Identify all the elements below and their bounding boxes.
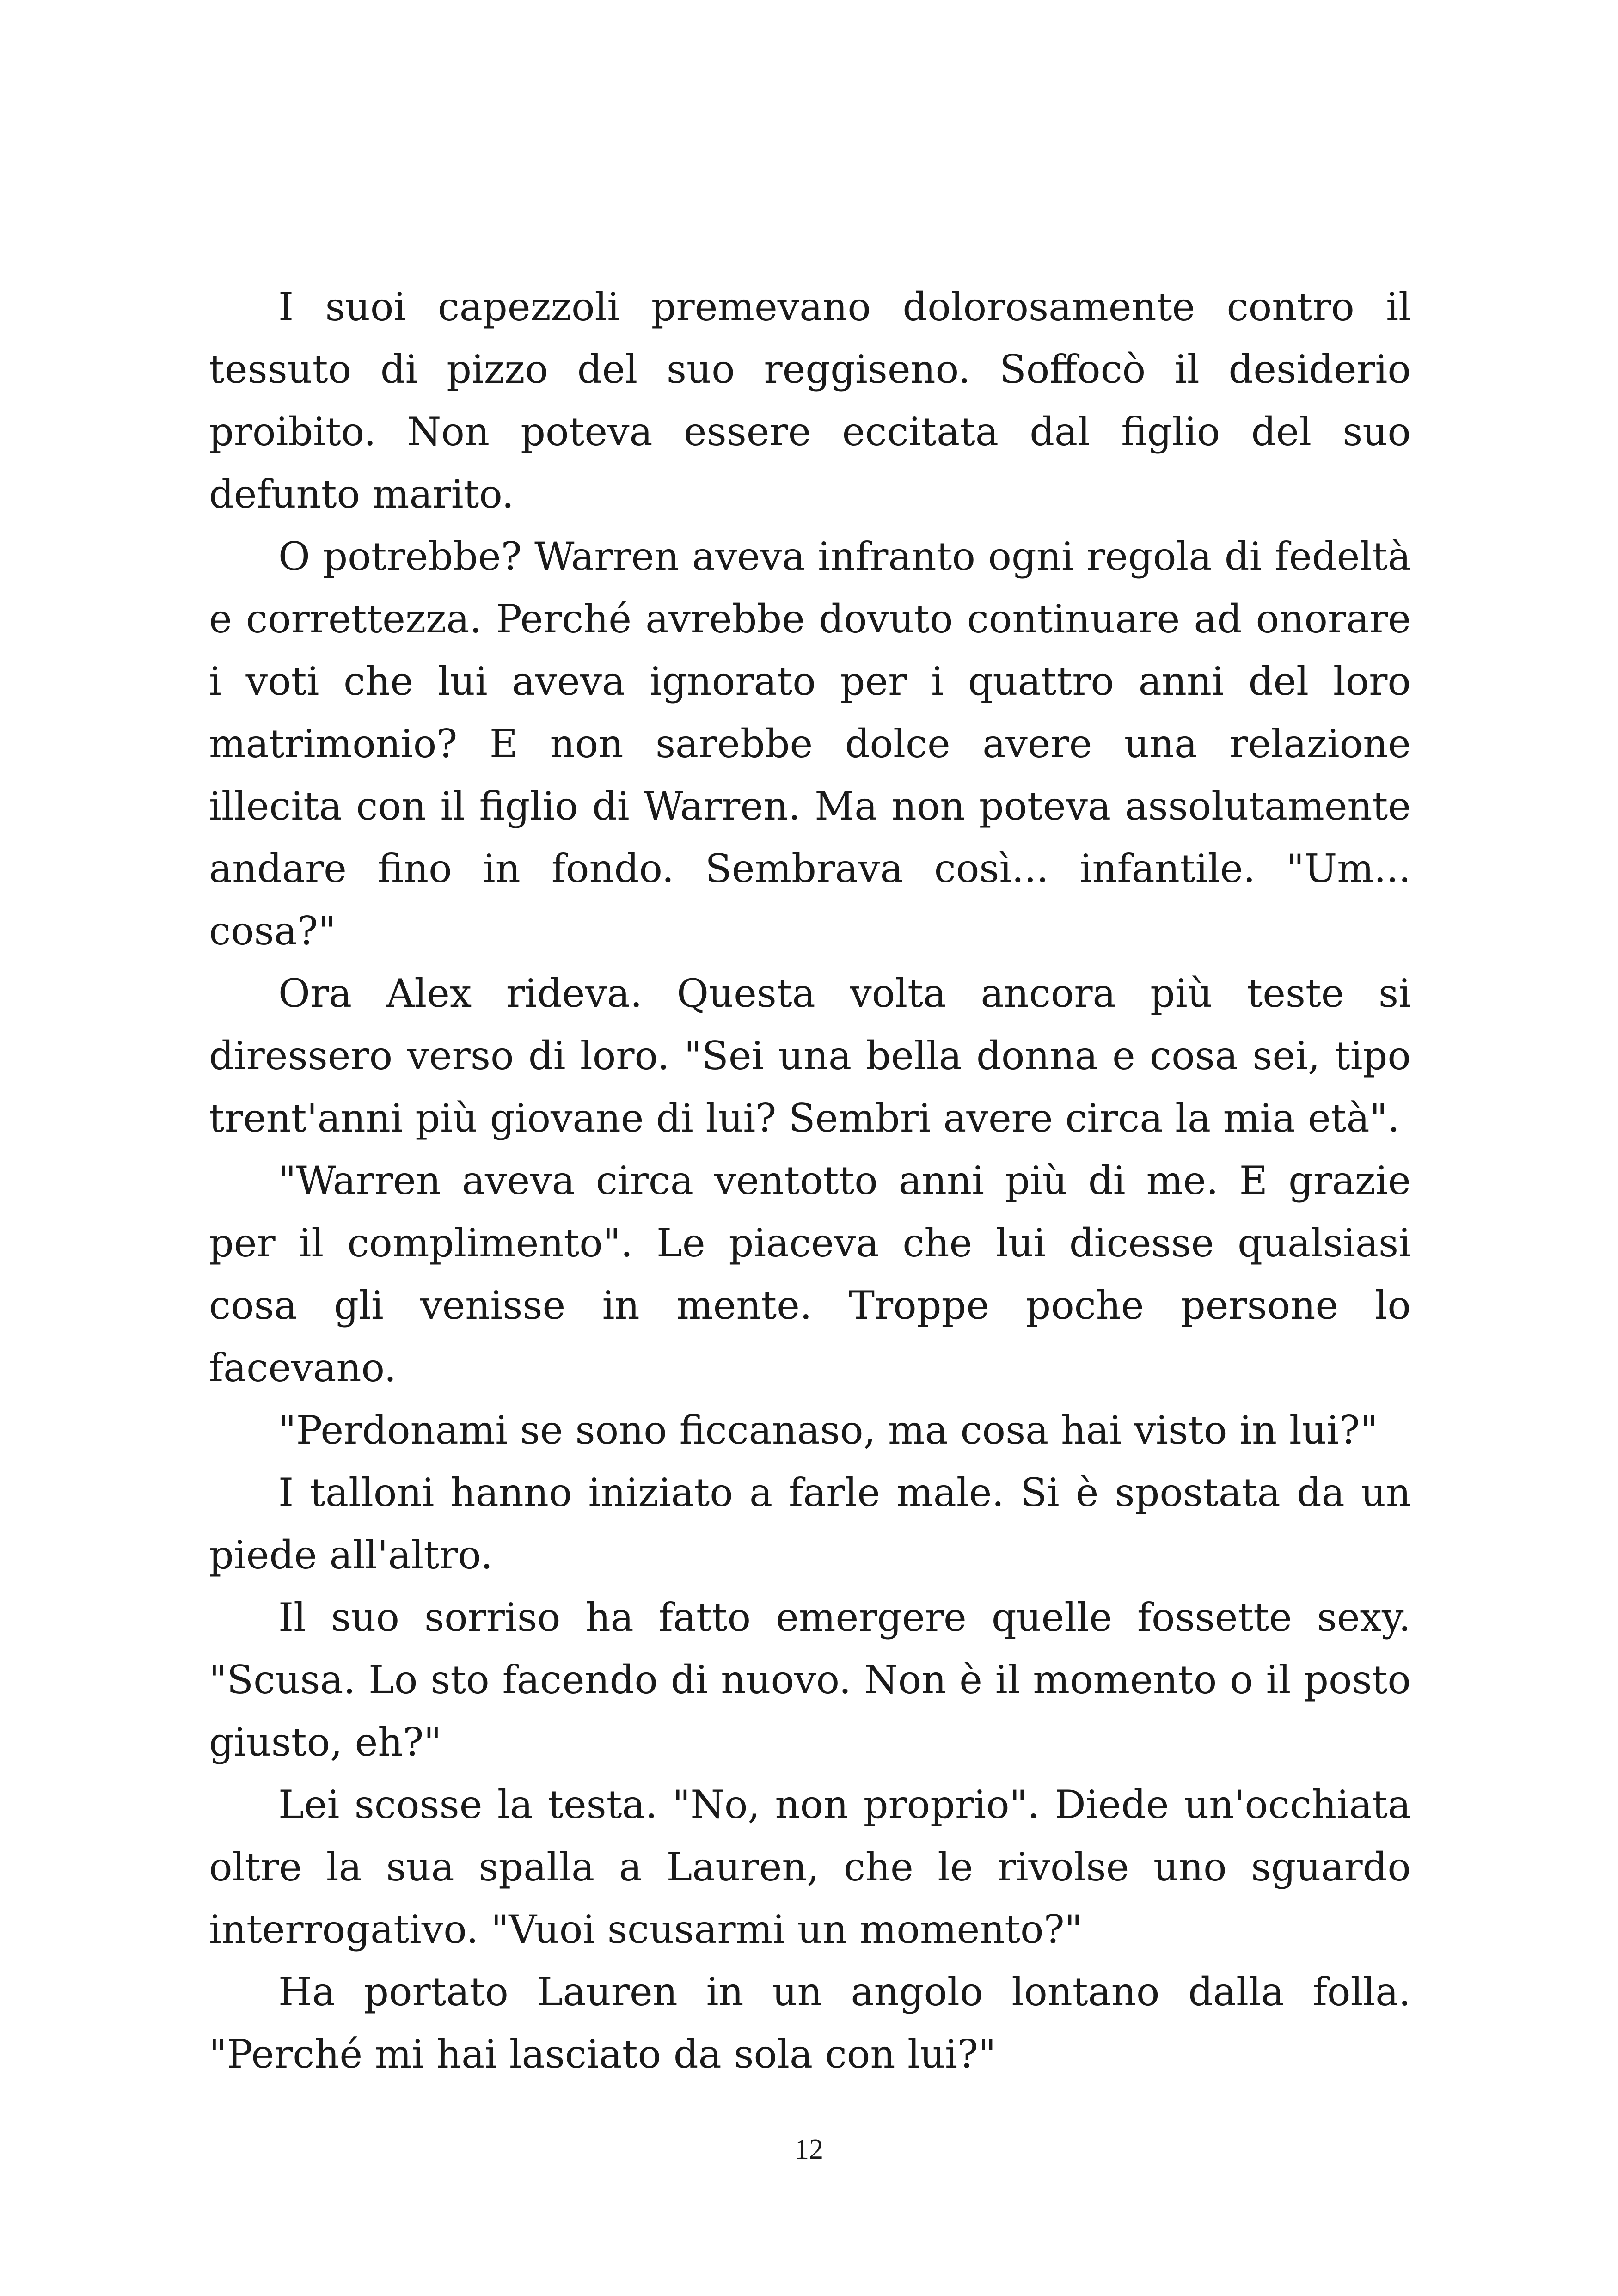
page-number: 12 xyxy=(795,2134,823,2165)
paragraph: O potrebbe? Warren aveva infranto ogni regola di fedeltà e correttezza. Perché avrebbe dovuto continuare ad onorare i voti che lui aveva ignorato per i quattro anni del loro matrimonio? E non sarebbe dolce avere una relazione illecita con il figlio di Warren. Ma non poteva assolutamente andare fino in fondo. Sembrava così... infantile. "Um... cosa?" xyxy=(209,534,1411,954)
paragraph: Ha portato Lauren in un angolo lontano dalla folla. "Perché mi hai lasciato da sola con lui?" xyxy=(209,1969,1411,2077)
paragraph: I talloni hanno iniziato a farle male. Si è spostata da un piede all'altro. xyxy=(209,1470,1411,1578)
paragraph: I suoi capezzoli premevano dolorosamente contro il tessuto di pizzo del suo reggiseno. Soffocò il desiderio proibito. Non poteva essere eccitata dal figlio del suo defunto marito. xyxy=(209,284,1411,517)
paragraph: "Perdonami se sono ficcanaso, ma cosa hai visto in lui?" xyxy=(278,1408,1378,1453)
body-text xyxy=(209,276,1411,2086)
paragraph: Lei scosse la testa. "No, non proprio". Diede un'occhiata oltre la sua spalla a Lauren, che le rivolse uno sguardo interrogativo. "Vuoi scusarmi un momento?" xyxy=(209,1782,1411,1952)
paragraph: Il suo sorriso ha fatto emergere quelle fossette sexy. "Scusa. Lo sto facendo di nuovo. Non è il momento o il posto giusto, eh?" xyxy=(209,1595,1411,1765)
paragraph: "Warren aveva circa ventotto anni più di me. E grazie per il complimento". Le piaceva che lui dicesse qualsiasi cosa gli venisse in mente. Troppe poche persone lo facevano. xyxy=(209,1158,1411,1390)
paragraph: Ora Alex rideva. Questa volta ancora più teste si diressero verso di loro. "Sei una bella donna e cosa sei, tipo trent'anni più giovane di lui? Sembri avere circa la mia età". xyxy=(209,971,1411,1141)
